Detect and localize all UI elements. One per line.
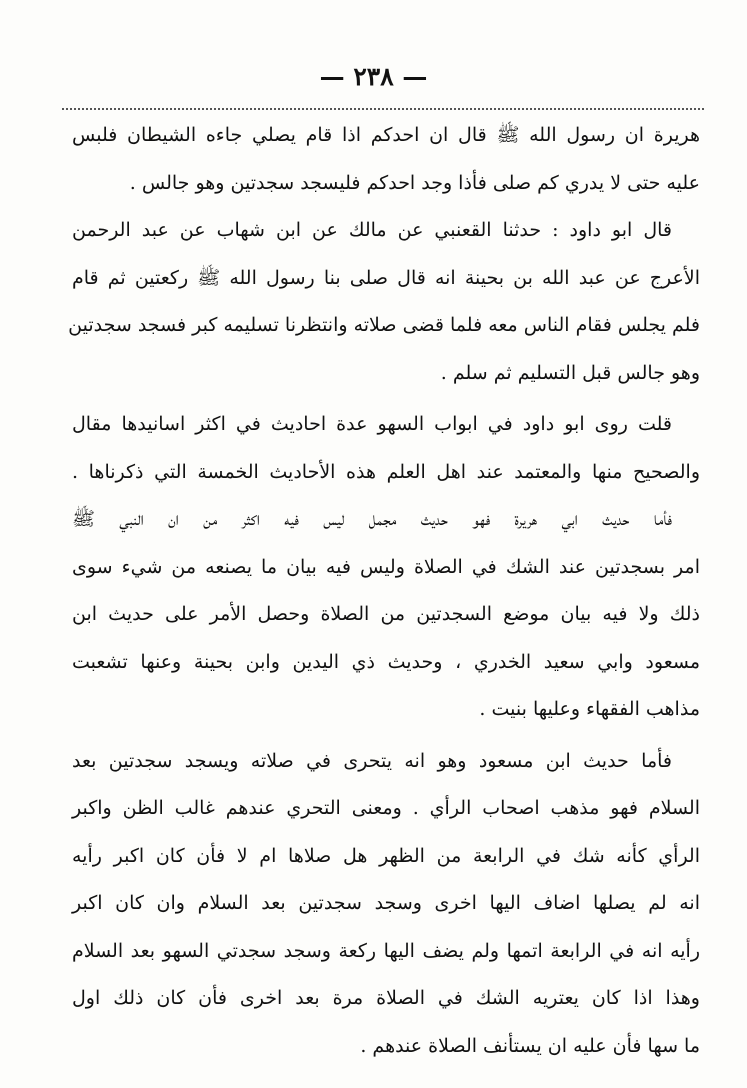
text-line: ذلك ولا فيه بيان موضع السجدتين من الصلاة وحصل الأمر على حديث ابن xyxy=(72,603,700,625)
text-line: انه لم يصلها اضاف اليها اخرى وسجد سجدتين بعد السلام وان كان اكبر xyxy=(72,892,700,914)
paragraph xyxy=(72,496,700,734)
paragraph xyxy=(72,738,700,1071)
text-line: قال ابو داود : حدثنا القعنبي عن مالك عن ابن شهاب عن عبد الرحمن xyxy=(72,219,672,241)
text-line: هريرة ان رسول الله ﷺ قال ان احدكم اذا قام يصلي جاءه الشيطان فلبس xyxy=(72,124,700,146)
text-line: مذاهب الفقهاء وعليها بنيت . xyxy=(479,698,700,720)
text-line: رأيه انه في الرابعة اتمها ولم يضف اليها ركعة وسجد سجدتي السهو بعد السلام xyxy=(72,939,700,962)
text-line: فأما حديث ابن مسعود وهو انه يتحرى في صلاته ويسجد سجدتين بعد xyxy=(72,749,672,772)
text-line: امر بسجدتين عند الشك في الصلاة وليس فيه بيان ما يصنعه من شيء سوى xyxy=(72,555,700,578)
text-line: السلام فهو مذهب اصحاب الرأي . ومعنى التحري عندهم غالب الظن واكبر xyxy=(72,797,700,819)
text-line: وهذا اذا كان يعتريه الشك في الصلاة مرة بعد اخرى فأن كان ذلك اول xyxy=(72,987,700,1009)
text-line: فلم يجلس فقام الناس معه فلما قضى صلاته وانتظرنا تسليمه كبر فسجد سجدتين xyxy=(68,314,700,336)
text-line: الرأي كأنه شك في الرابعة من الظهر هل صلاها ام لا فأن كان اكبر رأيه xyxy=(72,844,700,867)
text-line: ما سها فأن عليه ان يستأنف الصلاة عندهم . xyxy=(360,1034,700,1057)
page-number: — ٢٣٨ — xyxy=(319,62,428,91)
paragraph xyxy=(72,112,700,207)
header-divider xyxy=(62,108,704,110)
text-line: والصحيح منها والمعتمد عند اهل العلم هذه الأحاديث الخمسة التي ذكرناها . xyxy=(72,460,700,483)
paragraph xyxy=(72,401,700,496)
page-text xyxy=(68,112,700,1070)
text-line: قلت روى ابو داود في ابواب السهو عدة احاديث في اكثر اسانيدها مقال xyxy=(72,413,672,435)
text-line: مسعود وابي سعيد الخدري ، وحديث ذي اليدين وابن بحينة وعنها تشعبت xyxy=(72,650,700,673)
text-line: الأعرج عن عبد الله بن بحينة انه قال صلى بنا رسول الله ﷺ ركعتين ثم قام xyxy=(72,266,700,289)
text-line: فأما حديث ابي هريرة فهو حديث مجمل ليس فيه اكثر من ان النبي ﷺ xyxy=(72,508,672,530)
paragraph xyxy=(68,207,700,397)
text-line: عليه حتى لا يدري كم صلى فأذا وجد احدكم فليسجد سجدتين وهو جالس . xyxy=(129,171,700,194)
text-line: وهو جالس قبل التسليم ثم سلم . xyxy=(440,361,700,384)
